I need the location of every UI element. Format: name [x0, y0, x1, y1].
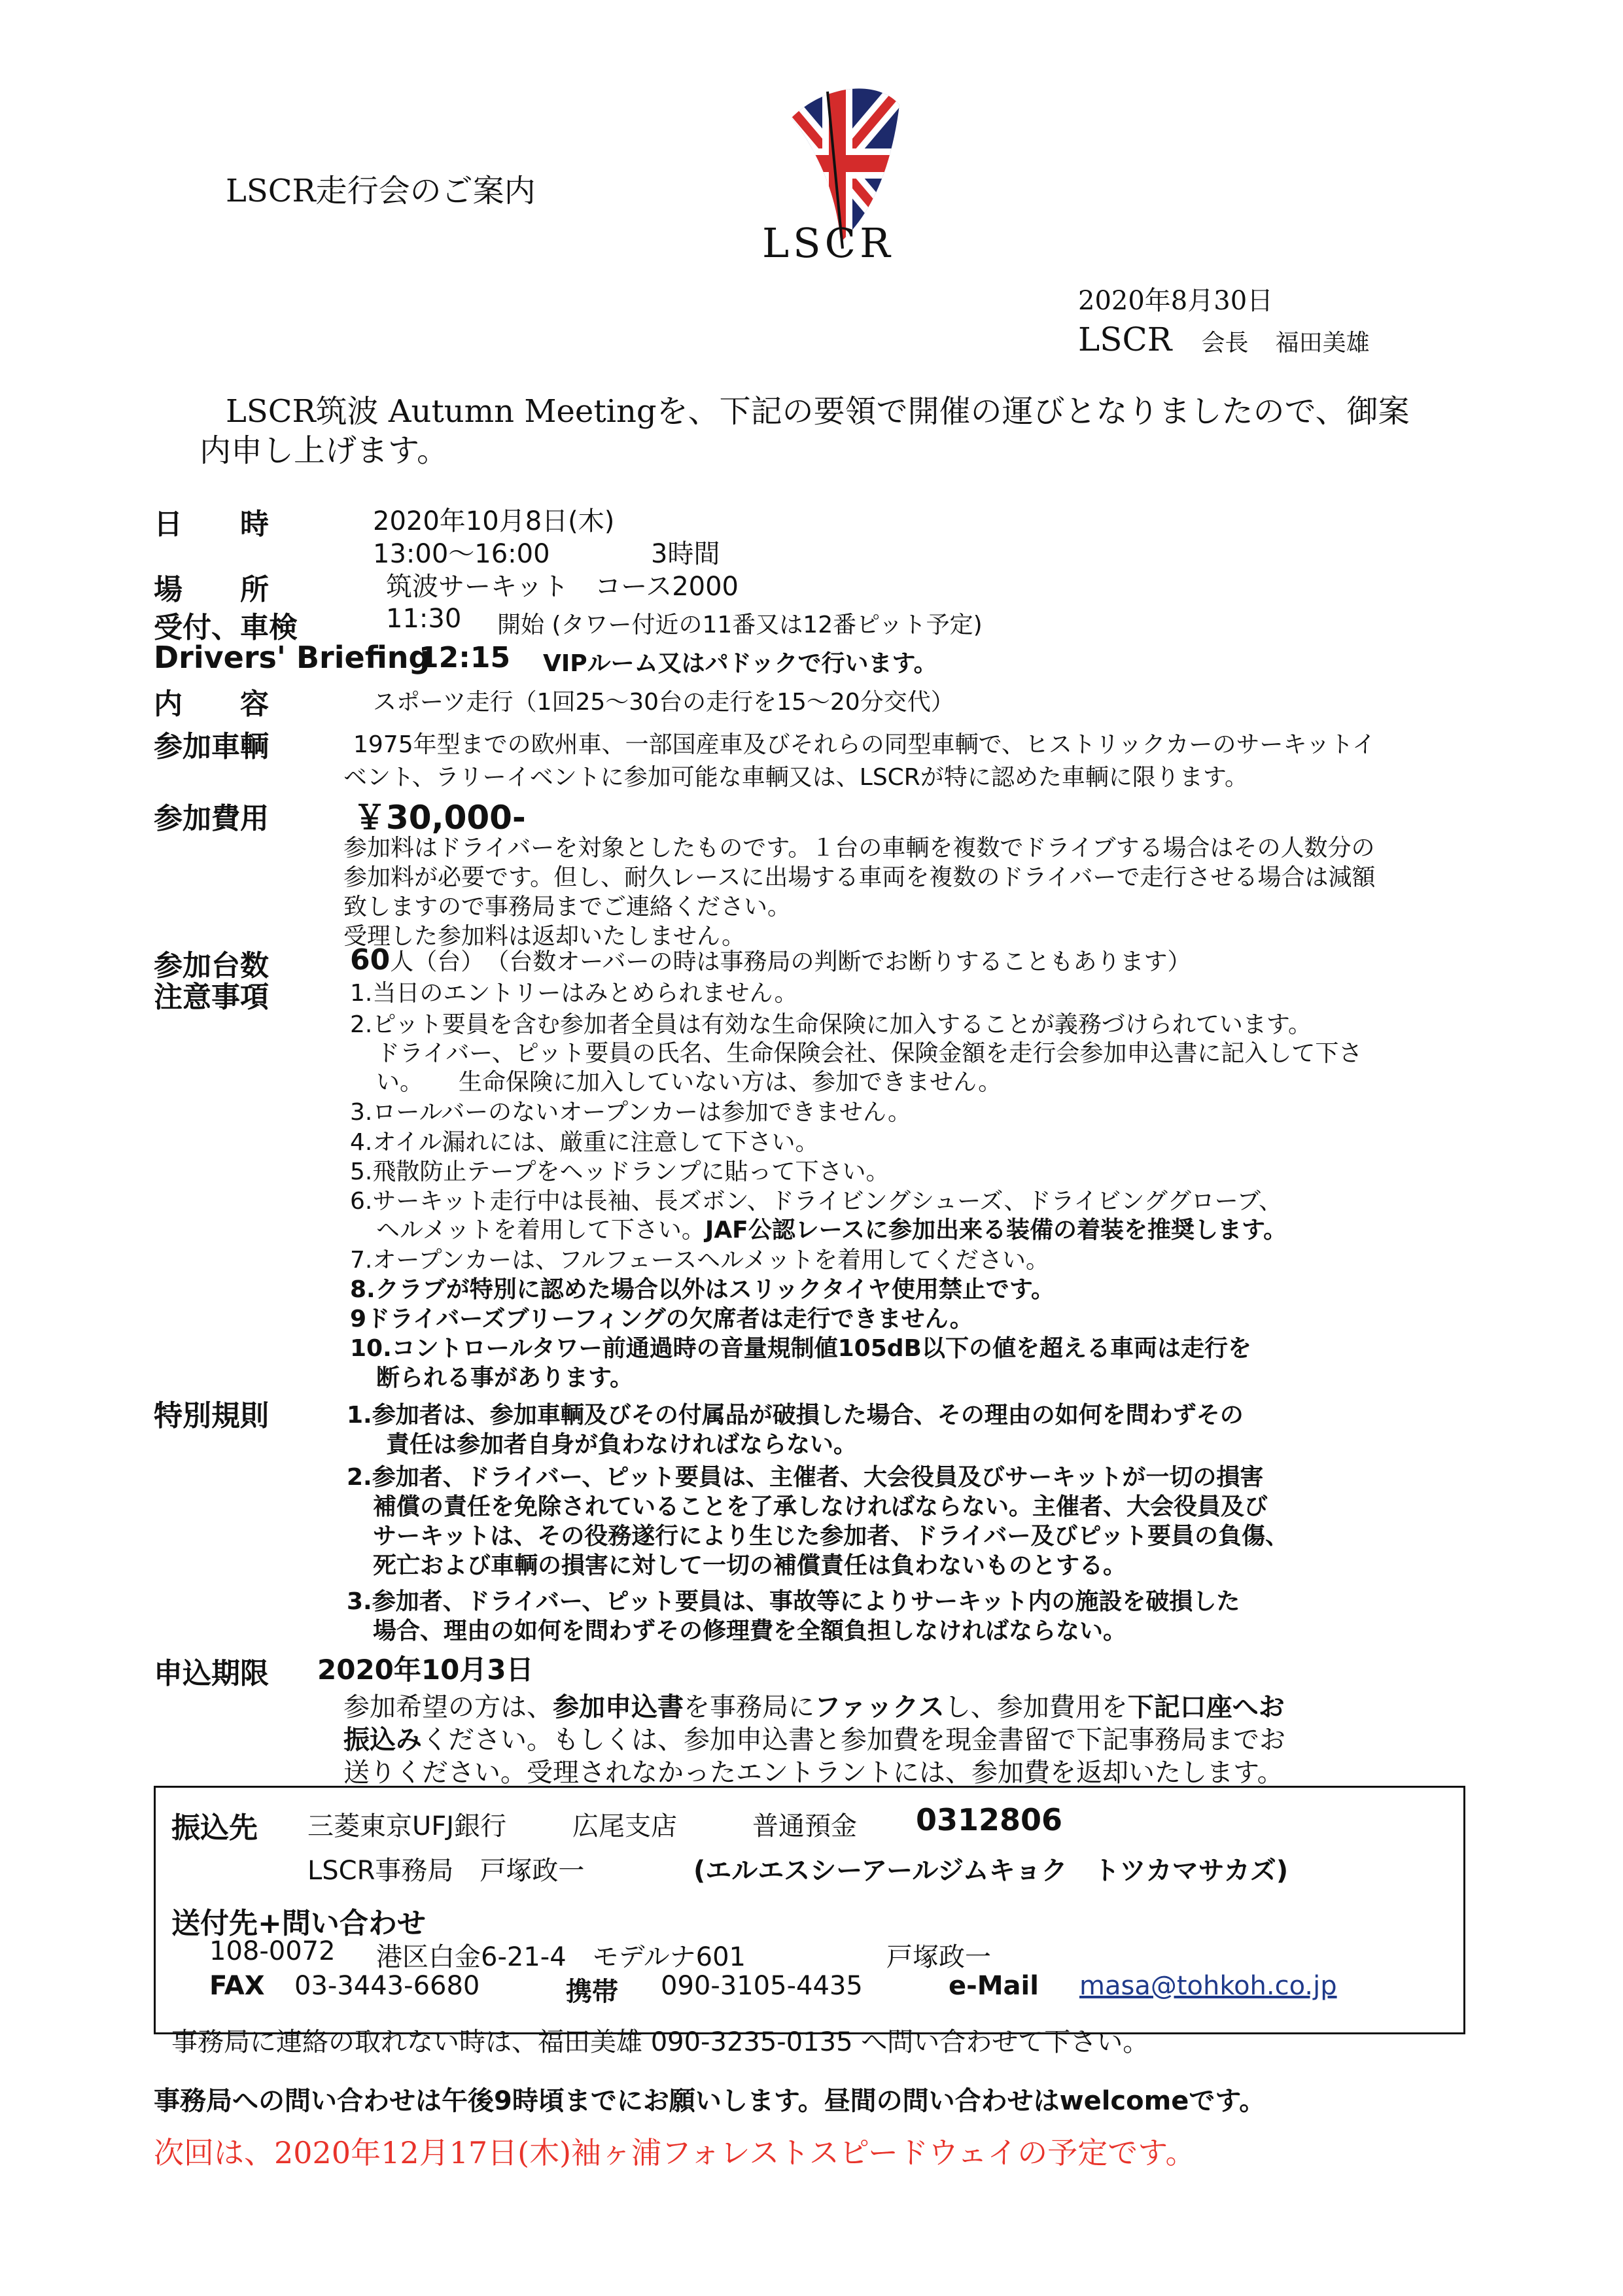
intro-line-2: 内申し上げます。 — [200, 432, 449, 469]
notes-label: 注意事項 — [154, 981, 269, 1014]
note-4: 4.オイル漏れには、厳重に注意して下さい。 — [350, 1129, 819, 1156]
note-9: 9ドライバーズブリーフィングの欠席者は走行できません。 — [350, 1306, 973, 1332]
fax-label: FAX — [209, 1971, 265, 2001]
fee-line-3: 致しますので事務局までご連絡ください。 — [343, 894, 792, 920]
vehicle-line-1: 1975年型までの欧州車、一部国産車及びそれらの同型車輌で、ヒストリックカーのサーキットイ — [353, 731, 1376, 758]
note-10b: 断られる事があります。 — [376, 1365, 634, 1391]
contact-label: 送付先+問い合わせ — [171, 1907, 426, 1940]
issue-date: 2020年8月30日 — [1078, 286, 1274, 316]
account-holder: LSCR事務局 戸塚政一 — [307, 1856, 585, 1886]
deadline-line-2 — [343, 1719, 1285, 1756]
datetime-value: 2020年10月8日(木) — [373, 506, 615, 536]
contact-address: 港区白金6-21-4 モデルナ601 — [376, 1942, 746, 1972]
vehicle-label: 参加車輌 — [154, 730, 269, 763]
note-10a: 10.コントロールタワー前通過時の音量規制値105dB以下の値を超える車両は走行を — [350, 1335, 1251, 1362]
note-6b-row — [376, 1211, 1287, 1245]
note-1: 1.当日のエントリーはみとめられません。 — [350, 980, 798, 1007]
note-5: 5.飛散防止テープをヘッドランプに貼って下さい。 — [350, 1158, 890, 1185]
fee-line-1: 参加料はドライバーを対象としたものです。１台の車輌を複数でドライブする場合はその人数分の — [343, 835, 1375, 861]
note-7: 7.オープンカーは、フルフェースヘルメットを着用してください。 — [350, 1247, 1049, 1274]
rule-2a: 2.参加者、ドライバー、ピット要員は、主催者、大会役員及びサーキットが一切の損害 — [347, 1464, 1264, 1491]
fee-line-2: 参加料が必要です。但し、耐久レースに出場する車両を複数のドライバーで走行させる場合は減額 — [343, 864, 1376, 891]
note-2a: 2.ピット要員を含む参加者全員は有効な生命保険に加入することが義務づけられています。 — [350, 1011, 1312, 1038]
sender-name: 福田美雄 — [1275, 330, 1370, 357]
logo-text: LSCR — [762, 219, 894, 267]
account-type: 普通預金 — [752, 1811, 857, 1841]
fee-line-4: 受理した参加料は返却いたしません。 — [343, 923, 746, 950]
note-6c: JAF公認レースに参加出来る装備の着装を推奨します。 — [705, 1217, 1287, 1244]
checkin-time: 11:30 — [386, 604, 462, 634]
rules-label: 特別規則 — [154, 1399, 269, 1433]
note-6a: 6.サーキット走行中は長袖、長ズボン、ドライビングシューズ、ドライビンググローブ、 — [350, 1188, 1283, 1215]
place-value: 筑波サーキット コース2000 — [386, 572, 739, 602]
email-label: e-Mail — [949, 1971, 1039, 2001]
email-link[interactable]: masa@tohkoh.co.jp — [1079, 1971, 1337, 2001]
deadline-text-1f: 下記口座へお — [1127, 1692, 1285, 1722]
datetime-label: 日 時 — [154, 508, 269, 541]
rule-2b: 補償の責任を免除されていることを了承しなければならない。主催者、大会役員及び — [373, 1493, 1268, 1520]
deadline-text-2b: ください。もしくは、参加申込書と参加費を現金書留で下記事務局までお — [422, 1725, 1285, 1755]
briefing-label: Drivers' Briefing — [154, 640, 430, 675]
content-label: 内 容 — [154, 687, 269, 721]
deadline-date: 2020年10月3日 — [317, 1654, 534, 1686]
bank-name: 三菱東京UFJ銀行 — [307, 1811, 507, 1841]
contact-person: 戸塚政一 — [886, 1942, 991, 1972]
postal-code: 108-0072 — [209, 1936, 336, 1966]
document-title: LSCR走行会のご案内 — [226, 173, 536, 209]
bank-label: 振込先 — [171, 1811, 258, 1845]
note-2b: ドライバー、ピット要員の氏名、生命保険会社、保険金額を走行会参加申込書に記入して下さ — [376, 1040, 1363, 1067]
place-label: 場 所 — [154, 573, 269, 606]
account-number: 0312806 — [916, 1802, 1063, 1837]
deadline-text-2a: 振込み — [343, 1725, 422, 1755]
alternate-contact: 事務局に連絡の取れない時は、福田美雄 090-3235-0135 へ問い合わせて下さい。 — [171, 2027, 1149, 2057]
mobile-number: 090-3105-4435 — [661, 1971, 863, 2001]
count-label: 参加台数 — [154, 949, 269, 983]
count-row — [350, 943, 1191, 977]
deadline-text-1e: し、参加費用を — [944, 1692, 1128, 1722]
count-unit: 人（台） — [390, 948, 485, 975]
rule-3a: 3.参加者、ドライバー、ピット要員は、事故等によりサーキット内の施設を破損した — [347, 1588, 1240, 1615]
fee-value: ￥30,000- — [353, 799, 526, 837]
fax-number: 03-3443-6680 — [294, 1971, 480, 2001]
rule-2c: サーキットは、その役務遂行により生じた参加者、ドライバー及びピット要員の負傷、 — [373, 1523, 1289, 1550]
time-value: 13:00〜16:00 — [373, 539, 550, 569]
rule-1b: 責任は参加者自身が負わなければならない。 — [386, 1431, 858, 1458]
sender-org: LSCR — [1078, 321, 1172, 358]
deadline-label: 申込期限 — [154, 1657, 269, 1690]
account-holder-kana: (エルエスシーアールジムキョク トツカマサカズ) — [693, 1856, 1289, 1886]
intro-line-1: LSCR筑波 Autumn Meetingを、下記の要領で開催の運びとなりましたので、御案 — [226, 393, 1410, 430]
signature — [1078, 321, 1370, 358]
briefing-time: 12:15 — [419, 641, 511, 674]
checkin-value: 開始 (タワー付近の11番又は12番ピット予定) — [497, 612, 983, 638]
note-8: 8.クラブが特別に認めた場合以外はスリックタイヤ使用禁止です。 — [350, 1276, 1055, 1303]
count-note: （台数オーバーの時は事務局の判断でお断りすることもあります） — [497, 948, 1191, 975]
content-value: スポーツ走行（1回25〜30台の走行を15〜20分交代） — [373, 689, 954, 716]
checkin-label: 受付、車検 — [154, 611, 298, 644]
rule-3b: 場合、理由の如何を問わずその修理費を全額負担しなければならない。 — [373, 1618, 1127, 1644]
inquiry-hours-note: 事務局への問い合わせは午後9時頃までにお願いします。昼間の問い合わせはwelcomeです。 — [154, 2086, 1266, 2116]
fee-label: 参加費用 — [154, 802, 269, 835]
deadline-line-3: 送りください。受理されなかったエントラントには、参加費を返却いたします。 — [343, 1758, 1283, 1788]
deadline-text-1c: を事務局に — [684, 1692, 814, 1722]
note-6b: ヘルメットを着用して下さい。 — [376, 1217, 705, 1244]
rule-1a: 1.参加者は、参加車輌及びその付属品が破損した場合、その理由の如何を問わずその — [347, 1402, 1244, 1429]
deadline-text-1a: 参加希望の方は、 — [343, 1692, 553, 1722]
mobile-label: 携帯 — [566, 1977, 618, 2007]
count-value: 60 — [350, 943, 391, 977]
rule-2d: 死亡および車輌の損害に対して一切の補償責任は負わないものとする。 — [373, 1552, 1127, 1579]
briefing-value: VIPルーム又はパドックで行います。 — [543, 650, 937, 677]
deadline-text-1d: ファックス — [814, 1692, 945, 1722]
next-event-notice: 次回は、2020年12月17日(木)袖ヶ浦フォレストスピードウェイの予定です。 — [154, 2135, 1196, 2170]
sender-role: 会長 — [1201, 330, 1249, 357]
deadline-line-1 — [343, 1686, 1285, 1724]
bank-branch: 広尾支店 — [572, 1811, 677, 1841]
note-2c: い。 生命保険に加入していない方は、参加できません。 — [376, 1069, 1002, 1096]
deadline-text-1b: 参加申込書 — [553, 1692, 684, 1722]
note-3: 3.ロールバーのないオープンカーは参加できません。 — [350, 1099, 912, 1126]
vehicle-line-2: ベント、ラリーイベントに参加可能な車輌又は、LSCRが特に認めた車輌に限ります。 — [343, 764, 1248, 791]
duration-value: 3時間 — [651, 539, 720, 569]
